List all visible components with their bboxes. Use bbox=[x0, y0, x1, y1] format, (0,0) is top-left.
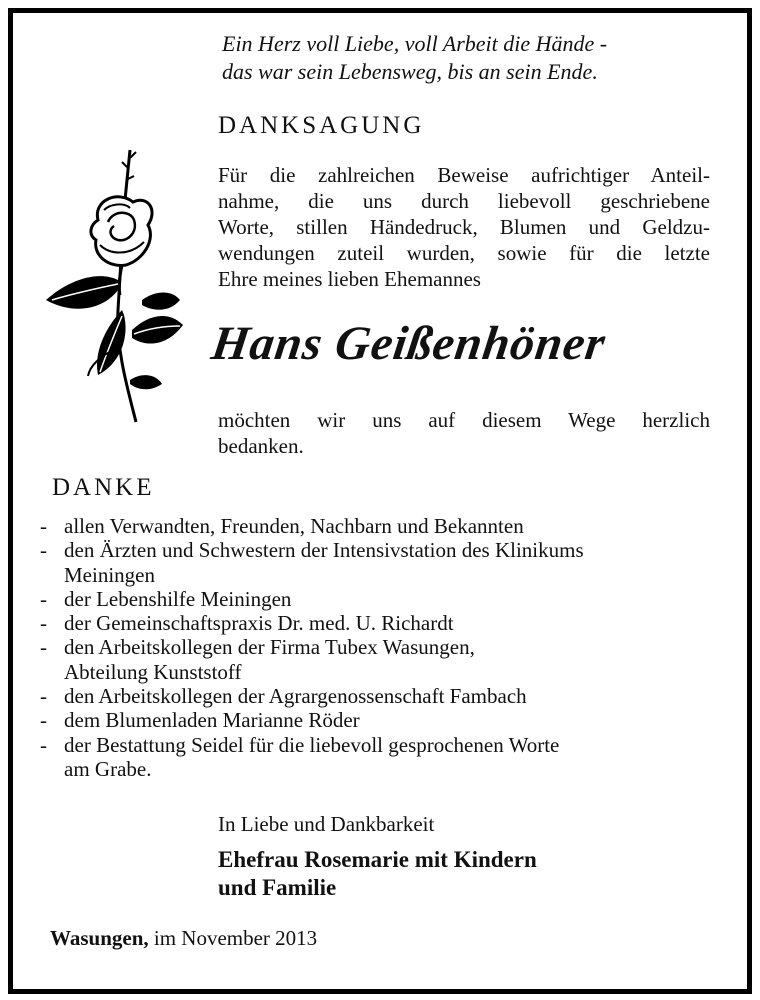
list-item-text: den Arbeitskollegen der Agrargenossenschaft Fambach bbox=[64, 684, 527, 709]
list-item-text: der Bestattung Seidel für die liebevoll gesprochenen Worte bbox=[64, 732, 560, 757]
paragraph-line: möchten wir uns auf diesem Wege herzlich bbox=[218, 408, 710, 432]
list-item bbox=[40, 708, 584, 732]
list-item-text: Meiningen bbox=[64, 562, 155, 587]
list-item bbox=[40, 538, 584, 587]
list-item-text: dem Blumenladen Marianne Röder bbox=[64, 708, 360, 733]
place-date bbox=[50, 926, 317, 951]
list-item-text: der Gemeinschaftspraxis Dr. med. U. Richardt bbox=[64, 611, 454, 636]
paragraph-line: wendungen zuteil wurden, sowie für die letzte bbox=[218, 241, 710, 265]
danke-heading: DANKE bbox=[52, 474, 155, 501]
closing-phrase: In Liebe und Dankbarkeit bbox=[218, 812, 435, 836]
date: im November 2013 bbox=[153, 926, 318, 950]
list-item-text: den Ärzten und Schwestern der Intensivstation des Klinikums bbox=[64, 538, 584, 563]
list-item bbox=[40, 684, 584, 708]
list-dash: - bbox=[40, 538, 47, 563]
closing-paragraph bbox=[218, 407, 710, 459]
list-item-text: den Arbeitskollegen der Firma Tubex Wasungen, bbox=[64, 635, 475, 660]
list-item-text: Abteilung Kunststoff bbox=[64, 659, 242, 684]
danksagung-heading: DANKSAGUNG bbox=[218, 112, 425, 139]
place: Wasungen, bbox=[50, 926, 149, 950]
deceased-name: Hans Geißenhöner bbox=[208, 317, 610, 370]
list-item-text: am Grabe. bbox=[64, 756, 152, 781]
signatories bbox=[218, 846, 638, 902]
motto-line-1: Ein Herz voll Liebe, voll Arbeit die Hände - bbox=[222, 31, 608, 56]
signatories-line-1: Ehefrau Rosemarie mit Kindern bbox=[218, 847, 537, 872]
thanks-list bbox=[40, 514, 584, 781]
paragraph-line: bedanken. bbox=[218, 434, 304, 458]
list-item-text: allen Verwandten, Freunden, Nachbarn und Bekannten bbox=[64, 514, 524, 538]
paragraph-line: Für die zahlreichen Beweise aufrichtiger Anteil- bbox=[218, 163, 710, 187]
list-dash: - bbox=[40, 586, 47, 611]
list-dash: - bbox=[40, 611, 47, 636]
list-item bbox=[40, 587, 584, 611]
list-item bbox=[40, 611, 584, 635]
list-item bbox=[40, 733, 584, 782]
list-dash: - bbox=[40, 514, 47, 538]
list-dash: - bbox=[40, 732, 47, 757]
list-item bbox=[40, 514, 584, 538]
list-item-text: der Lebenshilfe Meiningen bbox=[64, 586, 292, 611]
motto bbox=[222, 30, 607, 86]
paragraph-line: Ehre meines lieben Ehemannes bbox=[218, 267, 481, 291]
list-item bbox=[40, 635, 584, 684]
signatories-line-2: und Familie bbox=[218, 875, 337, 900]
thanks-paragraph bbox=[218, 162, 710, 292]
rose-icon bbox=[38, 150, 188, 425]
list-dash: - bbox=[40, 684, 47, 709]
motto-line-2: das war sein Lebensweg, bis an sein Ende. bbox=[222, 59, 598, 84]
list-dash: - bbox=[40, 708, 47, 733]
paragraph-line: nahme, die uns durch liebevoll geschriebene bbox=[218, 189, 710, 213]
list-dash: - bbox=[40, 635, 47, 660]
paragraph-line: Worte, stillen Händedruck, Blumen und Geldzu- bbox=[218, 215, 710, 239]
